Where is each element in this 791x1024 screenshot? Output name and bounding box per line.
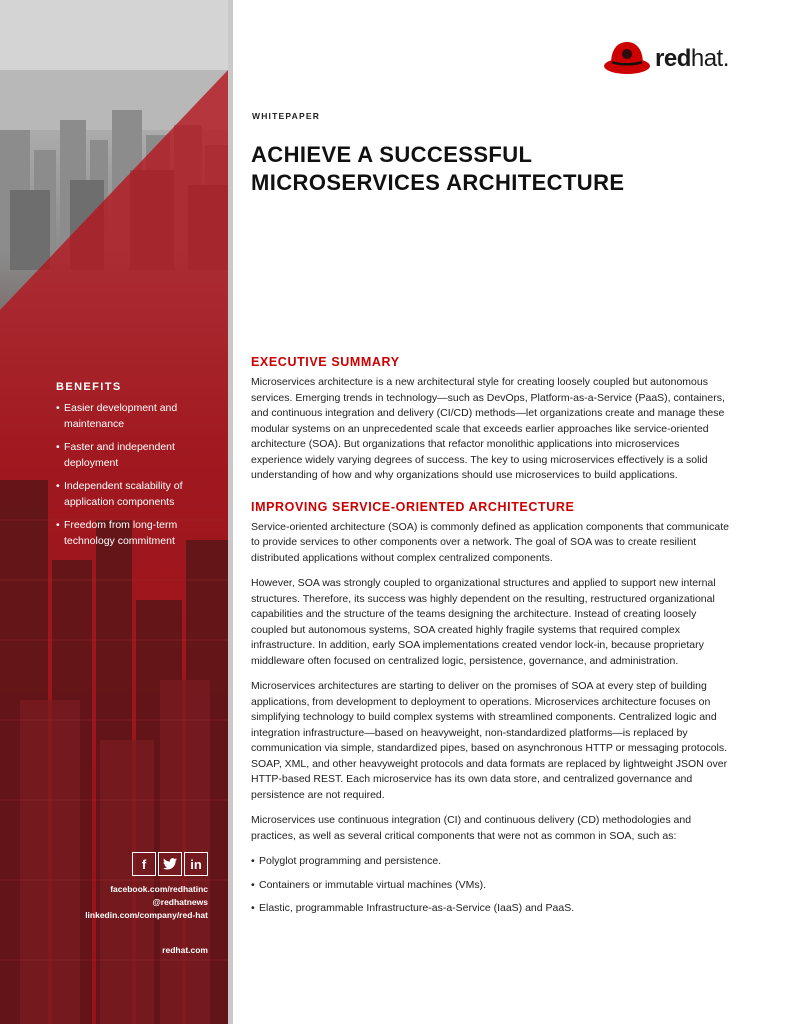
paragraph: Microservices architecture is a new architectural style for creating loosely coupled but autonomous services. Emerging trends in technology—such as DevOps, Platform-as-a-Service (PaaS), containers, and continuous integration and delivery (CI/CD) methods—let organizations create and manage these modular systems on an unprecedented scale that exceeds earlier approaches like service-oriented architecture (SOA). But organizations that refactor monolithic applications into microservices experience widely varying degrees of success. The key to using microservices effectively is a solid understanding of how and why organizations should use microservices to build applications. <box>251 376 725 481</box>
sidebar-divider <box>228 0 233 1024</box>
logo-wordmark <box>655 45 729 73</box>
redhat-logo <box>603 40 729 78</box>
title-line: ACHIEVE A SUCCESSFUL <box>251 142 533 167</box>
social-links <box>85 883 208 922</box>
logo-text-bold: red <box>655 45 691 72</box>
benefit-item: • Easier development and maintenance <box>56 400 216 432</box>
linkedin-icon[interactable]: in <box>184 852 208 876</box>
site-link[interactable]: redhat.com <box>162 945 208 955</box>
paragraph: Microservices architectures are starting to deliver on the promises of SOA at every step of building applications, from development to deployment to operations. Microservices architecture focuses on simplifying technology to build complex systems with streamlined components. Centralized logic and integration infrastructure—based on heavyweight, non-standardized platforms—is replaced by communication via simple, standardized pipes, based on asynchronous HTTP or messaging protocols. SOAP, XML, and other heavyweight protocols and data formats are replaced by lightweight JSON over HTTP-based REST. Each microservice has its own data store, and centralized governance and persistence are not required. <box>251 680 728 801</box>
doc-type-label: WHITEPAPER <box>252 111 321 121</box>
social-icons <box>132 852 208 876</box>
paragraph: However, SOA was strongly coupled to organizational structures and applied to support new internal structures. Therefore, its success was highly dependent on the resulting, restructured organizational capabilities and the structure of the teams designing the architecture. Instead of creating loosely coupled but autonomous systems, SOA created highly fragile systems that required complex infrastructure. In addition, early SOA implementations created vendor lock-in, because proprietary middleware often focused on centralized logic, persistence, governance, and administration. <box>251 577 716 667</box>
paragraph: Microservices use continuous integration (CI) and continuous delivery (CD) methodologies and practices, as well as several critical components that were not as common in SOA, such as: <box>251 814 692 842</box>
benefit-item: • Independent scalability of application components <box>56 478 216 510</box>
page-title <box>251 141 711 197</box>
list-item: • Elastic, programmable Infrastructure-as-a-Service (IaaS) and PaaS. <box>251 901 731 917</box>
section-heading-executive-summary: EXECUTIVE SUMMARY <box>251 355 400 369</box>
section-heading-improving-soa: IMPROVING SERVICE-ORIENTED ARCHITECTURE <box>251 499 575 514</box>
list-item: • Containers or immutable virtual machines (VMs). <box>251 878 731 894</box>
facebook-icon[interactable]: f <box>132 852 156 876</box>
twitter-link[interactable]: @redhatnews <box>152 897 208 907</box>
main-content <box>251 355 731 925</box>
list-item: • Polyglot programming and persistence. <box>251 854 731 870</box>
title-line: MICROSERVICES ARCHITECTURE <box>251 170 625 195</box>
shadowman-hat-icon <box>603 40 651 78</box>
benefit-item: • Faster and independent deployment <box>56 439 216 471</box>
linkedin-link[interactable]: linkedin.com/company/red-hat <box>85 910 208 920</box>
paragraph: Service-oriented architecture (SOA) is commonly defined as application components that communicate to provide services to other components over a network. The goal of SOA was to create resilient distributed applications without complex centralized components. <box>251 520 729 564</box>
benefit-item: • Freedom from long-term technology commitment <box>56 517 216 549</box>
benefits-list <box>56 400 216 556</box>
benefits-title: BENEFITS <box>56 381 122 393</box>
twitter-icon[interactable] <box>158 852 182 876</box>
logo-text-light: hat. <box>690 45 729 72</box>
component-list <box>251 854 731 917</box>
facebook-link[interactable]: facebook.com/redhatinc <box>110 884 208 894</box>
sidebar-city-image <box>0 0 228 1024</box>
